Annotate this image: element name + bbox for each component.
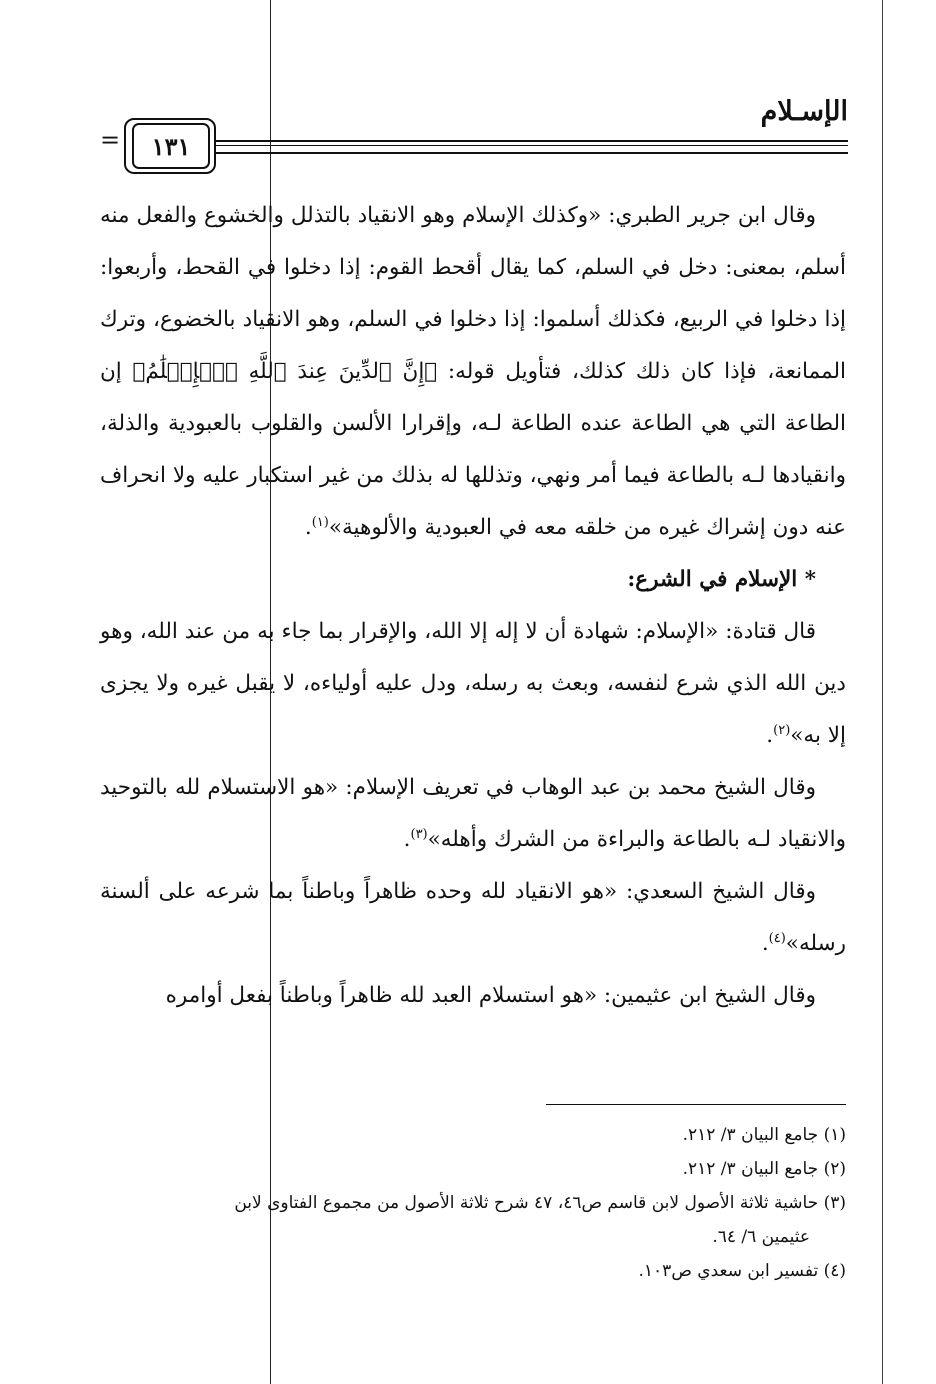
footnote-ref: (٢) [773, 722, 791, 738]
end-mark: . [766, 723, 774, 748]
running-title: الإسـلام [760, 96, 848, 127]
footnote-item [100, 1118, 846, 1152]
frame-mark: = [100, 126, 121, 154]
end-mark: . [403, 827, 411, 852]
paragraph-text: قال قتادة: «الإسلام: شهادة أن لا إله إلا الله، والإقرار بما جاء به من عند الله، وهو دين الله الذي شرع لنفسه، وبعث به رسله، ودل عليه أولياءه، لا يقبل غيره ولا يجزى إلا به» [100, 619, 846, 748]
paragraph-text: وقال ابن جرير الطبري: «وكذلك الإسلام وهو الانقياد بالتذلل والخشوع والفعل منه أسلم، بمعنى: دخل في السلم، كما يقال أقحط القوم: إذا دخلوا في القحط، وأربعوا: إذا دخلوا في الربيع، فكذلك أسلموا: إذا دخلوا في السلم، وهو الانقياد بالخضوع، وترك الممانعة، فإذا كان ذلك كذلك، فتأويل قوله: ﴿إِنَّ ٱلدِّينَ عِندَ ٱللَّهِ ٱلۡإِسۡلَٰمُ﴾ إن الطاعة التي هي الطاعة عنده الطاعة لـه، وإقرارا الألسن والقلوب بالعبودية والذلة، وانقيادها لـه بالطاعة فيما أمر ونهي، وتذللها له بذلك من غير استكبار عليه ولا انحراف عنه دون إشراك غيره من خلقه معه في العبودية والألوهية» [100, 203, 846, 540]
footnotes [100, 1118, 846, 1288]
header-rule [214, 140, 848, 142]
paragraph-abdulwahhab [100, 762, 846, 866]
footnote-ref: (٤) [768, 930, 786, 946]
footnote-item [100, 1152, 846, 1186]
footnote-ref: (١) [311, 514, 329, 530]
paragraph-uthaymeen: وقال الشيخ ابن عثيمين: «هو استسلام العبد لله ظاهراً وباطناً بفعل أوامره [165, 983, 816, 1008]
footnote-item [100, 1254, 846, 1288]
header-rule [214, 145, 848, 146]
footnote-marker: (١) [823, 1125, 846, 1145]
footnote-marker: (٤) [823, 1261, 846, 1281]
footnote-ref: (٣) [410, 826, 428, 842]
footnote-text: حاشية ثلاثة الأصول لابن قاسم ص٤٦، ٤٧ شرح ثلاثة الأصول من مجموع الفتاوى لابن [234, 1193, 819, 1213]
footnote-marker: (٢) [823, 1159, 846, 1179]
footnote-marker: (٣) [823, 1193, 846, 1213]
paragraph-text: وقال الشيخ محمد بن عبد الوهاب في تعريف الإسلام: «هو الاستسلام لله بالتوحيد والانقياد لـه بالطاعة والبراءة من الشرك وأهله» [100, 775, 846, 852]
footnote-text: جامع البيان ٣/ ٢١٢. [682, 1125, 819, 1145]
footnote-continuation: عثيمين ٦/ ٦٤. [712, 1227, 810, 1247]
footnote-rule [546, 1104, 846, 1105]
end-mark: . [304, 515, 312, 540]
page-number: ١٣١ [132, 123, 210, 169]
scan-edge-line [882, 0, 883, 1384]
paragraph-saadi [100, 866, 846, 970]
body-text [100, 190, 846, 1022]
section-heading: * الإسلام في الشرع: [627, 567, 816, 592]
header-rule [214, 152, 848, 154]
paragraph-tabari [100, 190, 846, 554]
footnote-text: تفسير ابن سعدي ص١٠٣. [638, 1261, 819, 1281]
footnote-text: جامع البيان ٣/ ٢١٢. [682, 1159, 819, 1179]
paragraph-qatada [100, 606, 846, 762]
end-mark: . [761, 931, 769, 956]
paragraph-text: وقال الشيخ السعدي: «هو الانقياد لله وحده ظاهراً وباطناً بما شرعه على ألسنة رسله» [100, 879, 846, 956]
footnote-item [100, 1186, 846, 1220]
